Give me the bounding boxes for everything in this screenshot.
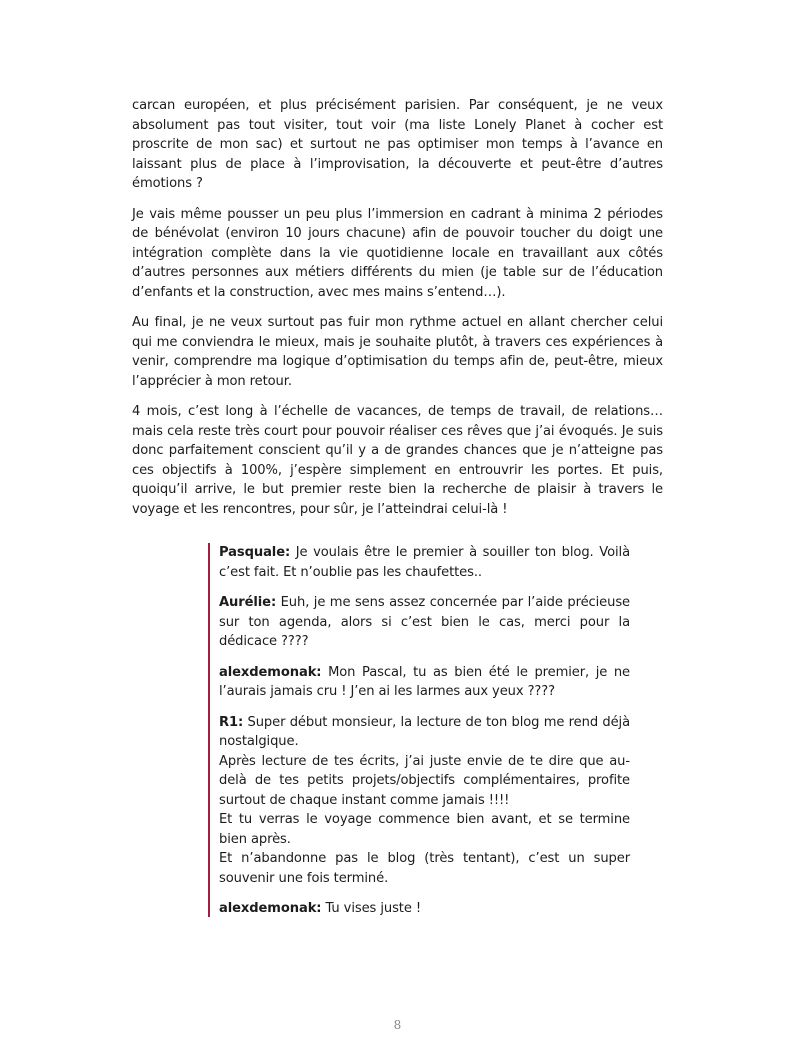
comment-text: Je voulais être le premier à souiller ton blog. Voilà c’est fait. Et n’oublie pas les chaufettes.. <box>219 545 630 580</box>
comment-text-line: Après lecture de tes écrits, j’ai juste envie de te dire que au-delà de tes petits projets/objectifs complémentaires, profite surtout de chaque instant comme jamais !!!! <box>219 753 630 808</box>
comment-author: alexdemonak: <box>219 664 322 680</box>
comments-block <box>208 543 630 917</box>
comment <box>219 593 630 652</box>
comment-text-line: Et n’abandonne pas le blog (très tentant), c’est un super souvenir une fois terminé. <box>219 851 630 886</box>
page-number: 8 <box>393 1018 402 1032</box>
paragraph: carcan européen, et plus précisément parisien. Par conséquent, je ne veux absolument pas tout visiter, tout voir (ma liste Lonely Planet à cocher est proscrite de mon sac) et surtout ne pas optimiser mon temps à l’avance en laissant plus de place à l’improvisation, la découverte et peut-être d’autres émotions ? <box>132 98 663 191</box>
comment-text: Tu vises juste ! <box>325 901 421 916</box>
comment-author: Aurélie: <box>219 595 277 610</box>
comment <box>219 713 630 889</box>
body-text <box>132 96 663 530</box>
paragraph: 4 mois, c’est long à l’échelle de vacances, de temps de travail, de relations… mais cela reste très court pour pouvoir réaliser ces rêves que j’ai évoqués. Je suis donc parfaitement conscient qu’il y a de grandes chances que je n’atteigne pas ces objectifs à 100%, j’espère simplement en entrouvrir les portes. Et puis, quoiqu’il arrive, le but premier reste bien la recherche de plaisir à travers le voyage et les rencontres, pour sûr, je l’atteindrai celui-là ! <box>132 404 663 517</box>
paragraph: Au final, je ne veux surtout pas fuir mon rythme actuel en allant chercher celui qui me conviendra le mieux, mais je souhaite plutôt, à travers ces expériences à venir, comprendre ma logique d’optimisation du temps afin de, peut-être, mieux l’apprécier à mon retour. <box>132 315 663 389</box>
comment-author: R1: <box>219 714 244 730</box>
comment-author: alexdemonak: <box>219 901 322 916</box>
comment-text: Mon Pascal, tu as bien été le premier, je ne l’aurais jamais cru ! J’en ai les larmes aux yeux ???? <box>219 664 630 699</box>
comment-author: Pasquale: <box>219 545 291 560</box>
comment <box>219 543 630 582</box>
paragraph: Je vais même pousser un peu plus l’immersion en cadrant à minima 2 périodes de bénévolat (environ 10 jours chacune) afin de pouvoir toucher du doigt une intégration complète dans la vie quotidienne locale en travaillant aux côtés d’autres personnes aux métiers différents du mien (je table sur de l’éducation d’enfants et la construction, avec mes mains s’entend…). <box>132 206 663 300</box>
comment-text: Euh, je me sens assez concernée par l’aide précieuse sur ton agenda, alors si c’est bien le cas, merci pour la dédicace ???? <box>219 595 630 649</box>
comment <box>219 899 630 919</box>
comment-text-line: Et tu verras le voyage commence bien avant, et se termine bien après. <box>219 812 630 847</box>
comment <box>219 663 630 702</box>
comment-text: Super début monsieur, la lecture de ton blog me rend déjà nostalgique. <box>219 714 631 749</box>
